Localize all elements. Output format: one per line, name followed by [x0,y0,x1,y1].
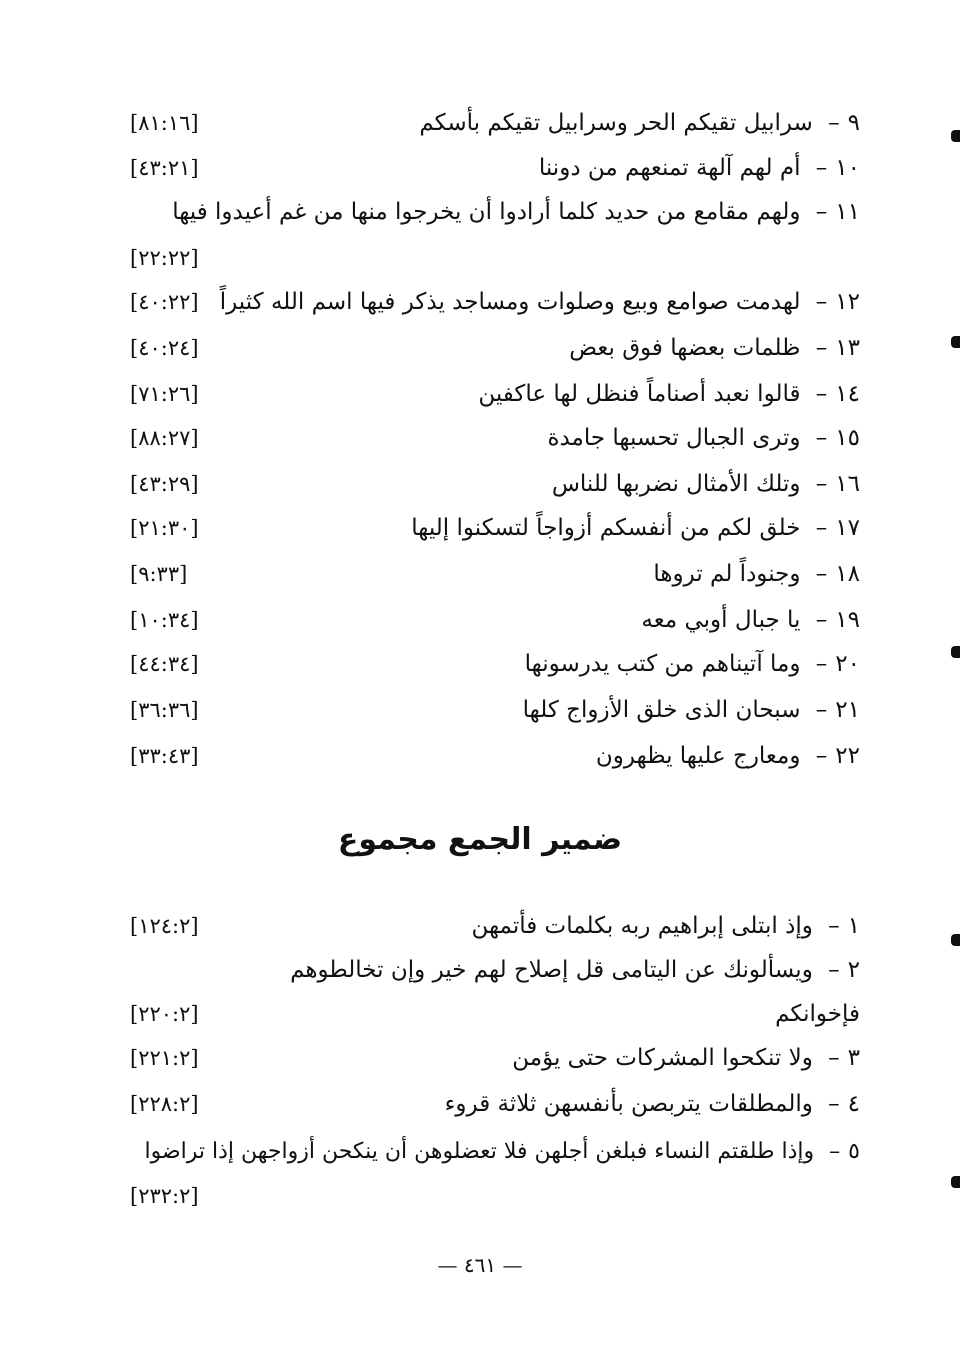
entry-verse-text: لهدمت صوامع وبيع وصلوات ومساجد يذكر فيها اسم الله كثيراً [219,289,801,315]
entry-text-group [220,280,860,324]
entry-text-group [641,598,860,642]
entry-dash: – [808,289,828,315]
entry-number: ٣ [847,1045,860,1071]
entry-verse-text: سبحان الذى خلق الأزواج كلها [522,697,801,723]
entry-line [130,598,860,642]
entry-text-group [547,416,860,460]
entry-number: ٢ [847,957,860,983]
section-heading: ضمير الجمع مجموع [337,822,623,857]
entry-verse-text: خلق لكم من أنفسكم أزواجاً لتسكنوا إليها [411,515,801,541]
entry-text-group [172,190,860,234]
entry-number: ١٩ [835,607,860,633]
entry-line [130,416,860,460]
entry-verse-text: ويسألونك عن اليتامى قل إصلاح لهم خير وإن تخالطوهم [290,957,813,983]
edge-mark [951,336,960,348]
entry-number: ٩ [847,110,860,136]
entry-line [130,462,860,506]
entry-dash: – [808,155,828,181]
entry-text-group [144,1130,860,1174]
entry-verse-text: فإخوانكم [775,1001,860,1027]
entry-line [130,904,860,948]
entry-line [130,1036,860,1080]
entry-line [130,734,860,778]
entry-number: ٢٢ [835,743,860,769]
entry-dash: – [808,697,828,723]
entry-dash: – [808,607,828,633]
entry-number: ٢١ [835,697,860,723]
entry-reference: [٤٣:٢٩] [130,472,199,496]
entry-line [130,280,860,324]
page-number: — ٤٦١ — [437,1253,523,1277]
entry-line [130,506,860,550]
entry-number: ١٦ [835,471,860,497]
entry-text-group [471,904,860,948]
edge-mark [951,646,960,658]
entry-number: ١٧ [835,515,860,541]
entry-number: ١٨ [835,561,860,587]
entry-number: ١٤ [835,381,860,407]
entry-verse-text: ومعارج عليها يظهرون [595,743,801,769]
entry-reference: [٤٣:٢١] [130,156,199,180]
entry-dash: – [820,1045,840,1071]
entry-number: ٤ [847,1091,860,1117]
entry-number: ٢٠ [835,651,860,677]
entry-line [130,948,860,992]
entry-reference: [١٠:٣٤] [130,608,199,632]
entry-verse-text: ولا تنكحوا المشركات حتى يؤمن [512,1045,813,1071]
edge-mark [951,1176,960,1188]
entry-text-group [523,688,860,732]
entry-reference: [٢٢٠:٢] [130,1002,199,1026]
entry-reference: [٢٢١:٢] [130,1046,199,1070]
entry-dash: – [820,110,840,136]
entry-reference: [٤٤:٣٤] [130,652,199,676]
entry-reference: [٣٦:٣٦] [130,698,199,722]
entry-dash: – [808,515,828,541]
entry-line [130,992,860,1036]
entry-reference: [٢١:٣٠] [130,516,199,540]
entry-text-group [445,1082,860,1126]
entry-line [130,552,860,596]
entry-number: ١١ [835,199,860,225]
entry-dash: – [808,425,828,451]
entry-dash: – [808,743,828,769]
entry-verse-text: والمطلقات يتربصن بأنفسهن ثلاثة قروء [444,1091,813,1117]
entry-text-group [552,462,860,506]
entry-dash: – [808,381,828,407]
entry-verse-text: يا جبال أوبي معه [641,607,801,633]
entry-reference: [٨٨:٢٧] [130,426,199,450]
entry-text-group [569,326,860,370]
entry-line [130,101,860,145]
entry-verse-text: وترى الجبال تحسبها جامدة [547,425,801,451]
entry-dash: – [822,1139,841,1164]
entry-line [130,1130,860,1174]
entry-dash: – [808,651,828,677]
entry-line [130,1174,860,1218]
entry-verse-text: وتلك الأمثال نضربها للناس [551,471,801,497]
entry-dash: – [820,1091,840,1117]
entry-reference: [٨١:١٦] [130,111,199,135]
entry-verse-text: ظلمات بعضها فوق بعض [569,335,801,361]
entry-verse-text: أم لهم آلهة تمنعهم من دوننا [538,155,801,181]
entry-reference: [١٢٤:٢] [130,914,199,938]
entry-text-group [512,1036,860,1080]
entry-text-group [290,948,860,992]
entry-text-group [596,734,860,778]
entry-number: ٥ [848,1139,860,1164]
entry-dash: – [820,957,840,983]
entry-line [130,146,860,190]
entry-text-group [653,552,860,596]
entry-text-group [775,992,860,1036]
entry-number: ١ [847,913,860,939]
entry-reference: [٩:٣٣] [130,562,188,586]
entry-verse-text: سرابيل تقيكم الحر وسرابيل تقيكم بأسكم [419,110,813,136]
edge-mark [951,130,960,142]
entry-verse-text: ولهم مقامع من حديد كلما أرادوا أن يخرجوا منها من غم أعيدوا فيها [172,199,801,225]
entry-reference: [٢٢٨:٢] [130,1092,199,1116]
entry-reference: [٣٣:٤٣] [130,744,199,768]
entry-text-group [478,372,860,416]
entry-reference: [٢٣٢:٢] [130,1184,199,1208]
entry-number: ١٠ [835,155,860,181]
entry-dash: – [808,471,828,497]
entry-line [130,190,860,234]
entry-verse-text: وما آتيناهم من كتب يدرسونها [524,651,801,677]
entry-number: ١٥ [835,425,860,451]
entry-line [130,372,860,416]
entry-verse-text: وإذ ابتلى إبراهيم ربه بكلمات فأتمهن [471,913,813,939]
entry-verse-text: وجنوداً لم تروها [653,561,801,587]
entry-verse-text: وإذا طلقتم النساء فبلغن أجلهن فلا تعضلوهن أن ينكحن أزواجهن إذا تراضوا [144,1139,815,1164]
entry-line [130,1082,860,1126]
entry-reference: [٧١:٢٦] [130,382,199,406]
entry-reference: [٢٢:٢٢] [130,246,199,270]
entry-verse-text: قالوا نعبد أصناماً فنظل لها عاكفين [478,381,801,407]
entry-text-group [411,506,860,550]
entry-dash: – [808,561,828,587]
entry-number: ١٣ [835,335,860,361]
entry-number: ١٢ [835,289,860,315]
entry-text-group [525,642,860,686]
entry-dash: – [808,335,828,361]
entry-line [130,326,860,370]
entry-line [130,688,860,732]
entry-text-group [539,146,860,190]
edge-mark [951,934,960,946]
entry-line [130,642,860,686]
entry-reference: [٤٠:٢٤] [130,336,199,360]
entry-line [130,236,860,280]
entry-reference: [٤٠:٢٢] [130,290,199,314]
entry-dash: – [808,199,828,225]
entry-text-group [419,101,860,145]
entry-dash: – [820,913,840,939]
